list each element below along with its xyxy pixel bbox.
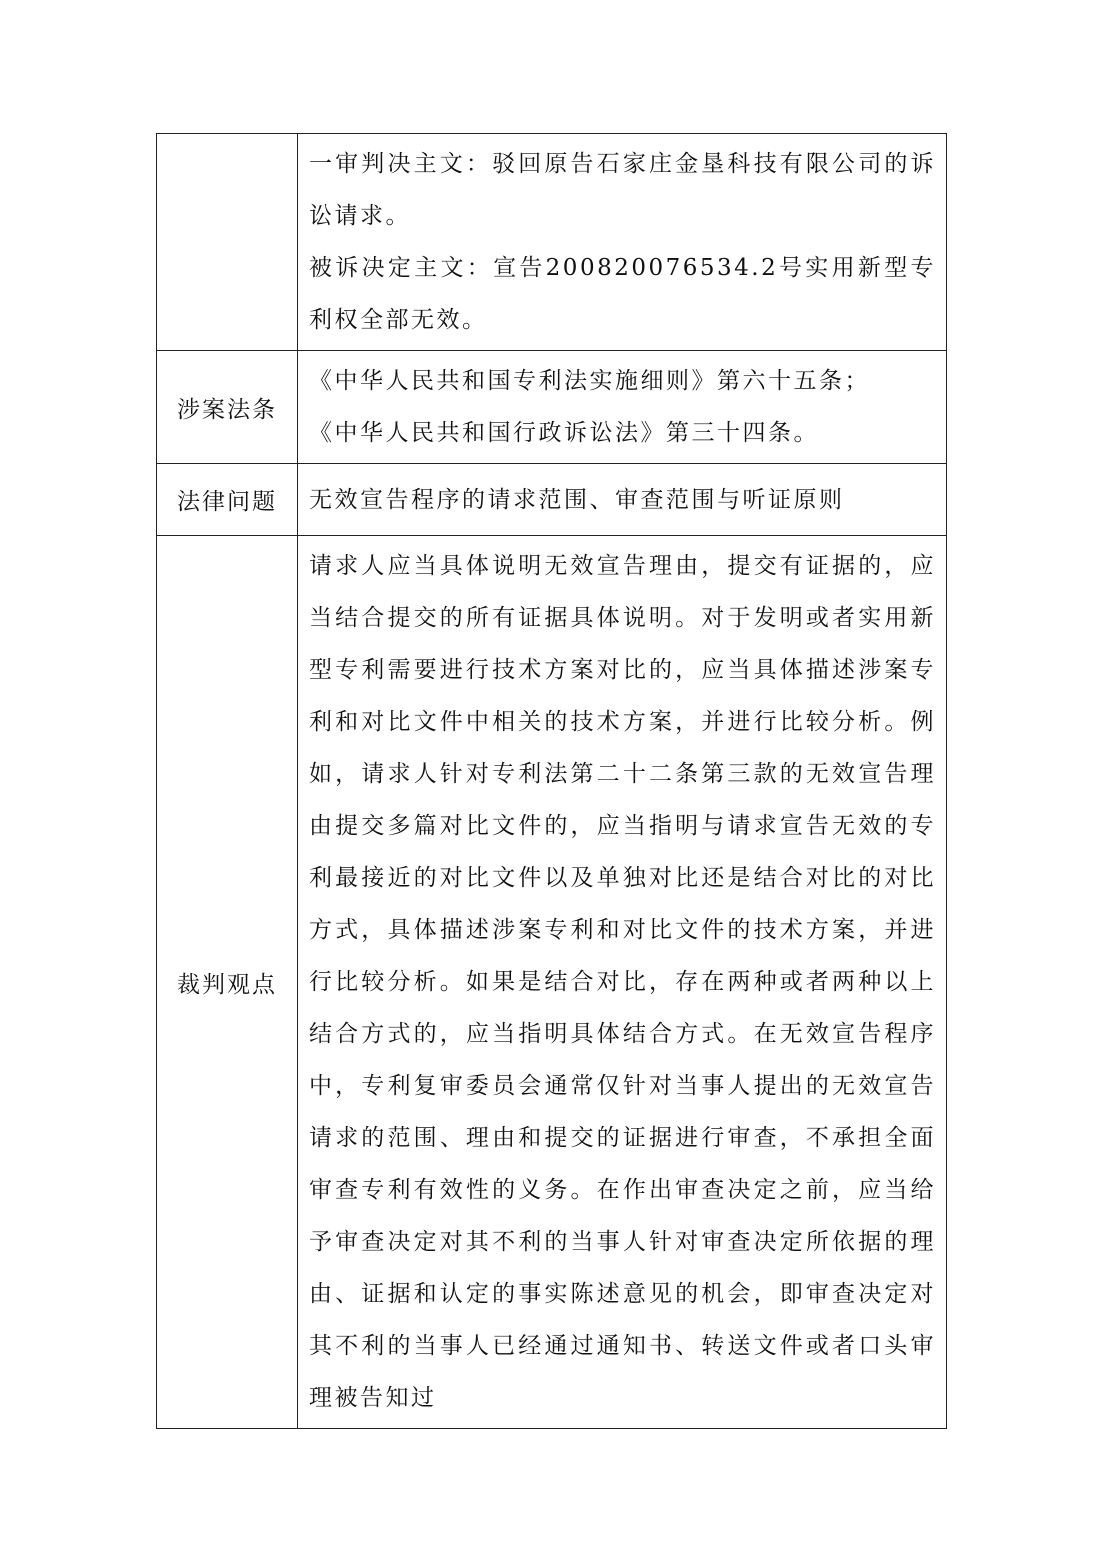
row-label-judgment — [157, 134, 298, 351]
row-content-statutes — [298, 351, 947, 464]
row-label-ruling: 裁判观点 — [157, 536, 298, 1429]
legal-issue-text: 无效宣告程序的请求范围、审查范围与听证原则 — [309, 486, 845, 513]
row-content-ruling — [298, 536, 947, 1429]
statute-item: 《中华人民共和国行政诉讼法》第三十四条。 — [309, 420, 819, 446]
first-instance-judgment-text: 一审判决主文：驳回原告石家庄金垦科技有限公司的诉讼请求。 — [309, 151, 936, 229]
table-row-legal-issue — [157, 464, 947, 536]
row-content-legal-issue — [298, 464, 947, 536]
table-row-statutes — [157, 351, 947, 464]
ruling-opinion-text: 请求人应当具体说明无效宣告理由，提交有证据的，应当结合提交的所有证据具体说明。对于发明或者实用新型专利需要进行技术方案对比的，应当具体描述涉案专利和对比文件中相关的技术方案，并进行比较分析。例如，请求人针对专利法第二十二条第三款的无效宣告理由提交多篇对比文件的，应当指明与请求宣告无效的专利最接近的对比文件以及单独对比还是结合对比的对比方式，具体描述涉案专利和对比文件的技术方案，并进行比较分析。如果是结合对比，存在两种或者两种以上结合方式的，应当指明具体结合方式。在无效宣告程序中，专利复审委员会通常仅针对当事人提出的无效宣告请求的范围、理由和提交的证据进行审查，不承担全面审查专利有效性的义务。在作出审查决定之前，应当给予审查决定对其不利的当事人针对审查决定所依据的理由、证据和认定的事实陈述意见的机会，即审查决定对其不利的当事人已经通过通知书、转送文件或者口头审理被告知过 — [309, 553, 936, 1411]
contested-decision-text: 被诉决定主文：宣告200820076534.2号实用新型专利权全部无效。 — [309, 255, 936, 333]
statute-item: 《中华人民共和国专利法实施细则》第六十五条； — [309, 368, 870, 394]
table-row-judgment — [157, 134, 947, 351]
table-row-ruling — [157, 536, 947, 1429]
row-label-statutes: 涉案法条 — [157, 351, 298, 464]
row-content-judgment — [298, 134, 947, 351]
row-label-legal-issue: 法律问题 — [157, 464, 298, 536]
case-summary-table — [156, 133, 947, 1429]
